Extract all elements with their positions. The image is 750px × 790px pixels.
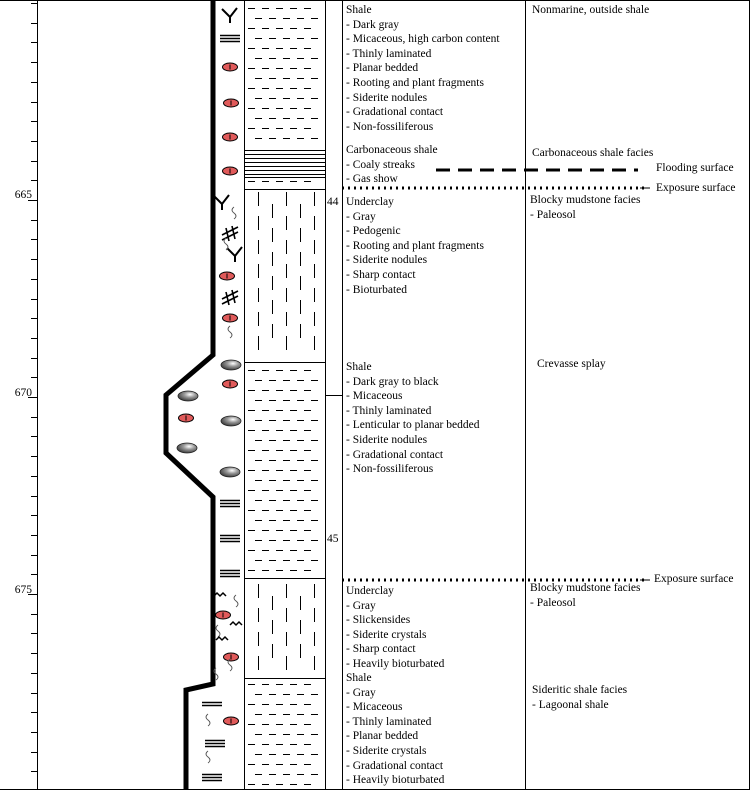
concretion-icon [177,443,197,453]
lithology-item: - Thinly laminated [346,715,432,728]
depth-label: 665 [14,189,32,201]
lithology-item: - Lenticular to planar bedded [346,419,480,432]
facies-line: - Paleosol [530,596,576,609]
slickenside-icon [214,593,226,596]
facies-label [532,3,649,18]
exposure-surface-label: Exposure surface [654,573,734,585]
lithology-item: - Gray [346,210,376,223]
lithology-item: - Dark gray to black [346,375,439,388]
root-icon [214,195,229,210]
slickenside-icon [216,637,228,640]
lithology-item: - Non-fossiliferous [346,463,434,476]
lithology-description [346,3,500,134]
lithology-item: - Dark gray [346,18,400,31]
lithology-item: - Sharp contact [346,268,416,281]
lithology-heading: Carbonaceous shale [346,144,438,156]
lithology-item: - Thinly laminated [346,47,432,60]
facies-line: Blocky mudstone facies [530,582,641,594]
facies-line: Sideritic shale facies [532,684,628,696]
facies-label [532,146,653,161]
sedimentary-symbols [177,8,242,781]
concretion-icon [221,416,241,426]
root-icon [227,247,242,262]
burrow-icon [216,625,220,637]
facies-line: Nonmarine, outside shale [532,4,650,16]
burrow-icon [234,595,238,607]
facies-line: Carbonaceous shale facies [532,147,654,159]
concretion-icon [220,467,240,477]
concretion-icon [221,360,241,370]
lithology-patterns [244,9,326,785]
slickenside-icon [230,622,242,625]
lithology-item: - Siderite crystals [346,744,427,757]
lithology-item: - Gray [346,686,376,699]
lithology-item: - Gradational contact [346,759,444,772]
lithology-item: - Rooting and plant fragments [346,239,484,252]
lithology-item: - Sharp contact [346,643,416,656]
concretion-icon [178,391,198,401]
lithology-description [346,671,444,788]
root-icon [222,8,237,23]
sample-label: 44 [327,196,339,208]
lithology-item: - Slickensides [346,614,411,627]
lithology-item: - Siderite nodules [346,91,428,104]
lithology-item: - Non-fossiliferous [346,120,434,133]
lithology-heading: Shale [346,672,372,684]
facies-label [537,357,606,372]
burrow-icon [232,207,236,219]
burrow-icon [206,714,210,726]
lithology-heading: Underclay [346,196,394,208]
lithology-heading: Shale [346,4,372,16]
facies-label [530,193,641,222]
lithology-item: - Gradational contact [346,106,444,119]
burrow-icon [206,751,210,763]
facies-line: Crevasse splay [537,358,606,370]
lithology-heading: Shale [346,361,372,373]
facies-line: - Lagoonal shale [532,698,609,711]
lithology-item: - Pedogenic [346,225,401,238]
lithology-item: - Siderite nodules [346,254,428,267]
depth-label: 670 [14,387,32,399]
facies-line: Blocky mudstone facies [530,194,641,206]
lithology-item: - Heavily bioturbated [346,657,445,670]
facies-line: - Paleosol [530,208,576,221]
sample-label: 45 [327,533,339,545]
lithology-item: - Thinly laminated [346,404,432,417]
facies-label [530,581,641,610]
exposure-surface-label: Exposure surface [656,182,736,194]
lithology-item: - Siderite crystals [346,628,427,641]
lithology-item: - Heavily bioturbated [346,774,445,787]
facies-label [532,683,627,712]
lithology-description [346,143,438,187]
plant-fragment-icon [222,290,238,305]
lithology-item: - Coaly streaks [346,158,415,171]
depth-label: 675 [14,584,32,596]
lithology-description [346,584,444,672]
lithology-item: - Micaceous, high carbon content [346,33,500,46]
burrow-icon [224,238,228,250]
burrow-icon [228,326,232,338]
lithology-item: - Planar bedded [346,62,419,75]
plant-fragment-icon [222,226,238,241]
flooding-surface-label: Flooding surface [656,162,734,174]
lithology-description [346,195,484,297]
lithology-heading: Underclay [346,585,394,597]
lithology-item: - Siderite nodules [346,433,428,446]
lithology-item: - Micaceous [346,701,403,714]
lithology-item: - Gray [346,599,376,612]
lithology-item: - Micaceous [346,390,403,403]
lithology-item: - Bioturbated [346,283,407,296]
lithology-description [346,360,479,477]
lithology-item: - Planar bedded [346,730,419,743]
lithology-item: - Gradational contact [346,448,444,461]
lithology-item: - Gas show [346,173,398,186]
lithology-item: - Rooting and plant fragments [346,76,484,89]
